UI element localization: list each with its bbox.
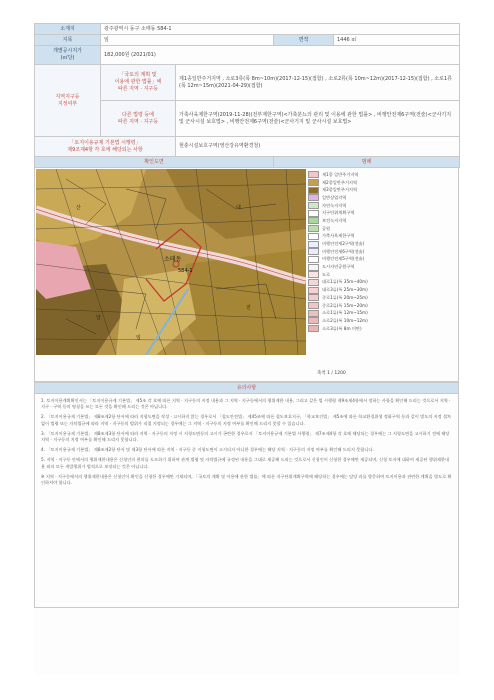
legend-swatch: [308, 241, 319, 248]
map-label-3: 답: [96, 315, 101, 321]
scale-text: 축척 1 / 1200: [317, 371, 346, 376]
legend-label: 보전녹지지역: [322, 217, 347, 223]
legend-swatch: [308, 179, 319, 186]
legend-label: 도로: [322, 271, 331, 277]
legend-label: 대로3류(폭 25m~30m): [322, 287, 368, 293]
legend-label: 일반상업지역: [322, 194, 347, 200]
area-value: 1446 ㎡: [334, 35, 460, 46]
legend-label: 제1종 일반주거지역: [322, 171, 359, 177]
legend-label: 중로1류(폭 20m~25m): [322, 294, 368, 300]
map-label-1: 산: [76, 205, 81, 211]
legend-item: [308, 256, 456, 264]
legend-swatch: [308, 187, 319, 194]
note-item: ※ 지역 · 지구등에서의 행위제한내용은 신청인이 확인을 신청한 경우에만 기재되며, 「국토의 계획 및 이용에 관한 법률」에 따른 지구단위계획구역에 해당하는 경우에는 담당 과를 방문하여 토지이용과 관련한 계획을 별도로 확인하셔야 합니다.: [41, 473, 452, 486]
legend-swatch: [308, 217, 319, 224]
map-section-title: 확인도면: [35, 157, 274, 168]
legend-item: [308, 286, 456, 294]
legend-item: [308, 186, 456, 194]
legend-label: 도시자연공원구역: [322, 264, 355, 270]
legend-swatch: [308, 202, 319, 209]
legend-label: 비행안전제6구역(전술): [322, 248, 365, 254]
location-label: 소재지: [35, 24, 101, 35]
legend-item: [308, 202, 456, 210]
legend-swatch: [308, 233, 319, 240]
area-label: 면적: [274, 35, 334, 46]
note-item: 1. 토지이용계획확인서는 「토지이용규제 기본법」 제5조 각 호에 따른 지역 · 지구등의 지정 내용과 그 지역 · 지구등에서의 행위제한 내용, 그리고 같은 법 시행령 제9조제4항에서 정하는 사항을 확인해 드리는 것으로서 지역 · 지구 · 구역 등의 명칭을 쓰는 모든 것을 확인해 드리는 것은 아닙니다.: [41, 398, 451, 410]
legend-label: 소로2류(폭 10m~12m): [322, 317, 368, 323]
legend-item: [308, 209, 456, 217]
legend-swatch: [308, 271, 319, 278]
cadastral-map: [36, 169, 306, 355]
legend-item: [308, 171, 456, 179]
legend-label: 대로1류(폭 35m~40m): [322, 279, 368, 285]
map-label-dong: 소태동: [164, 256, 182, 263]
legend-item: [308, 248, 456, 256]
legend-swatch: [308, 279, 319, 286]
legend-item: [308, 263, 456, 271]
legend-swatch: [308, 302, 319, 309]
notes: [34, 394, 459, 608]
legend-label: 소로3류(폭 8m 미만): [322, 325, 362, 331]
legend-swatch: [308, 171, 319, 178]
note-item: 3. 「토지이용규제 기본법」 제8조제3항 단서에 따라 지역 · 지구등의 지정 시 지형도면등의 고시가 곤란한 경우로서 「토지이용규제 기본법 시행령」 제7조제4항 각 호에 해당되는 경우에는 그 지형도면을 고시하기 전에 해당 지역 · 지구등의 지정 여부를 확인해 드리지 못합니다.: [41, 430, 450, 443]
legend-swatch: [308, 248, 319, 255]
map-label-2: 대: [236, 205, 241, 211]
zoning-a-value: 제1종일반주거지역 , 소로3류(폭 8m~10m)(2017-12-15)(접함) , 소로2류(폭 10m~12m)(2017-12-15)(접함) , 소로1류(폭 12m~15m)(2021-04-29)(접함): [176, 65, 460, 101]
legend-item: [308, 233, 456, 241]
legend-label: 소로1류(폭 12m~15m): [322, 310, 368, 316]
jimok-label: 지목: [35, 35, 101, 46]
legend-swatch: [308, 225, 319, 232]
legend-swatch: [308, 325, 319, 332]
legend-item: [308, 179, 456, 187]
legend-swatch: [308, 317, 319, 324]
map-panel: [34, 168, 459, 382]
legend-item: [308, 271, 456, 279]
legend-item: [308, 294, 456, 302]
special-label: 「토지이용규제 기본법 시행령」 제9조제4항 각 호에 해당되는 사항: [35, 137, 176, 157]
jimok-value: 임: [101, 35, 274, 46]
notes-header: [34, 382, 459, 394]
legend: [308, 171, 456, 332]
legend-item: [308, 225, 456, 233]
legend-swatch: [308, 287, 319, 294]
legend-swatch: [308, 310, 319, 317]
legend-item: [308, 194, 456, 202]
location-value: 광주광역시 동구 소태동 584-1: [101, 24, 460, 35]
map-label-parcel: 584-1: [178, 268, 193, 274]
legend-swatch: [308, 256, 319, 263]
legend-item: [308, 317, 456, 325]
note-item: 2. 「토지이용규제 기본법」 제8조제2항 단서에 따라 지형도면을 작성 · 고시하지 않는 경우로서 「철도안전법」 제45조에 따른 철도보호지구, 「학교보건법」 제5조에 따른 학교환경위생 정화구역 등과 같이 별도의 지정 절차 없이 법령 또는 자치법규에 따라 지역 · 지구등의 범위가 직접 지정되는 경우에는 그 지역 · 지구등의 지정 여부를 확인해 드리지 못할 수 있습니다.: [41, 414, 452, 426]
legend-swatch: [308, 210, 319, 217]
legend-item: [308, 309, 456, 317]
legend-swatch: [308, 294, 319, 301]
legend-item: [308, 240, 456, 248]
notes-title: 유의사항: [35, 383, 459, 394]
map-label-4: 전: [246, 305, 251, 311]
zoning-b-value: 가축사육제한구역(2019-11-28)(전부제한구역)<가축분뇨의 관리 및 이용에 관한 법률> , 비행안전제6구역(전술)<군사기지 및 군사시설 보호법> , 비행안전제6구역(전술)<군사기지 및 군사시설 보호법>: [176, 101, 460, 137]
legend-label: 비행안전제5구역(전술): [322, 256, 365, 262]
map-label-5: 임: [136, 335, 141, 341]
price-value: 182,000원 (2021/01): [101, 46, 460, 65]
zoning-group-label: 지역지구등 지정여부: [35, 65, 101, 137]
legend-swatch: [308, 194, 319, 201]
legend-label: 자연녹지지역: [322, 202, 347, 208]
land-use-certificate: [34, 23, 459, 675]
legend-label: 중로2류(폭 15m~20m): [322, 302, 368, 308]
zoning-b-label: 다른 법령 등에 따른 지역 · 지구등: [101, 101, 176, 137]
legend-label: 비행안전제2구역(전술): [322, 241, 365, 247]
special-value: 현충시설보호구역(영산강유역환경청): [176, 137, 460, 157]
legend-label: 제2종일반주거지역: [322, 179, 358, 185]
legend-label: 공원: [322, 225, 331, 231]
note-item: 5. 지역 · 지구등 안에서의 행위제한내용은 신청인의 편의를 도모하기 위하여 관계 법령 및 자치법규에 규정된 내용을 그대로 제공해 드리는 것으로서 신청인이 신청한 경우에만 제공되며, 신청 토지에 대하여 제공된 행위제한내용 외의 모든 개발행위가 법적으로 보장되는 것은 아닙니다.: [41, 457, 449, 469]
legend-item: [308, 325, 456, 333]
legend-item: [308, 302, 456, 310]
legend-label: 지구단위계획구역: [322, 210, 355, 216]
legend-item: [308, 217, 456, 225]
legend-label: 가축사육제한구역: [322, 233, 355, 239]
legend-section-title: 범례: [274, 157, 460, 168]
legend-item: [308, 279, 456, 287]
price-label: 개별공시지가 (㎡당): [35, 46, 101, 65]
zoning-a-label: 「국토의 계획 및 이용에 관한 법률」에 따른 지역 · 지구등: [101, 65, 176, 101]
legend-label: 제3종일반주거지역: [322, 187, 358, 193]
legend-swatch: [308, 264, 319, 271]
info-table: [34, 23, 460, 168]
note-item: 4. 「토지이용규제 기본법」 제8조제2항 단서 및 제3항 단서에 따른 지역 · 지구등 중 지형도면이 고시되지 아니한 경우에는 해당 지역 · 지구등의 지정 여부를 확인해 드리지 못합니다.: [41, 447, 374, 453]
